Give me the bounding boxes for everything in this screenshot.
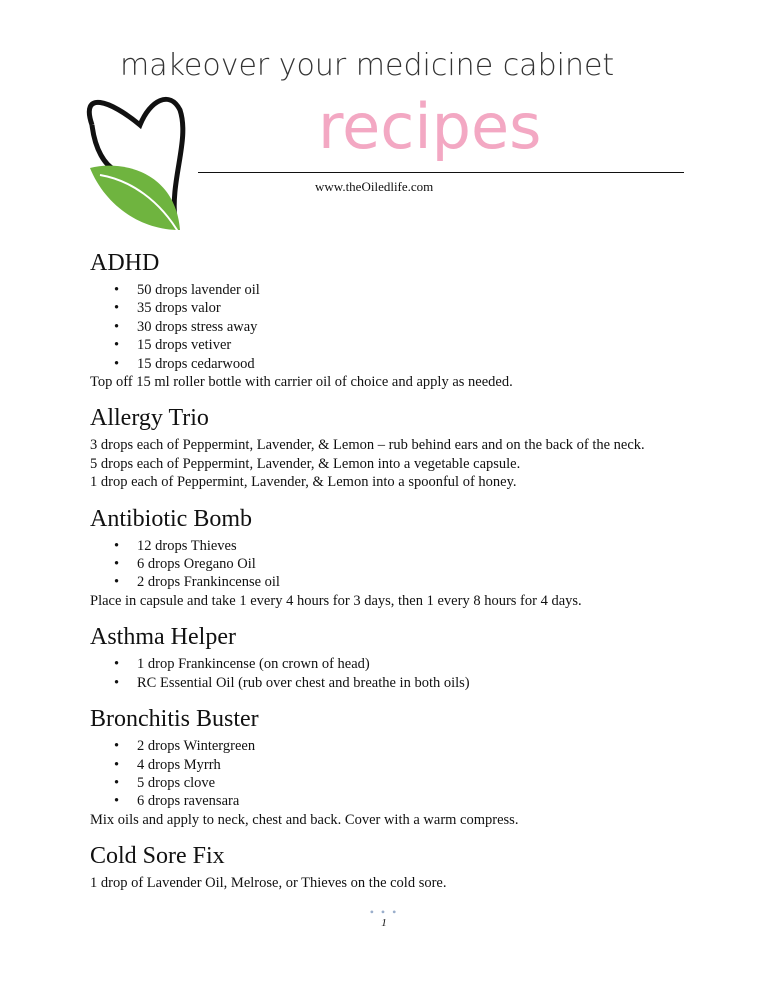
ingredient-item: • 5 drops clove bbox=[90, 774, 740, 792]
recipe-instruction: Top off 15 ml roller bottle with carrier oil of choice and apply as needed. bbox=[90, 374, 513, 391]
recipe-instruction: Place in capsule and take 1 every 4 hours for 3 days, then 1 every 8 hours for 4 days. bbox=[90, 592, 582, 609]
recipe-instruction: 3 drops each of Peppermint, Lavender, & Lemon – rub behind ears and on the back of the neck. bbox=[90, 437, 645, 454]
ingredient-list bbox=[90, 737, 740, 811]
recipe-instruction: Mix oils and apply to neck, chest and back. Cover with a warm compress. bbox=[90, 811, 519, 828]
ingredient-item: • 35 drops valor bbox=[90, 299, 740, 317]
ingredient-list bbox=[90, 655, 740, 692]
ingredient-item: • 50 drops lavender oil bbox=[90, 281, 740, 299]
recipe-title: Bronchitis Buster bbox=[90, 706, 259, 733]
ingredient-list bbox=[90, 537, 740, 592]
ingredient-item: • 6 drops ravensara bbox=[90, 792, 740, 810]
ingredient-item: • 15 drops vetiver bbox=[90, 336, 740, 354]
recipe-section bbox=[90, 704, 740, 829]
recipe-title: Asthma Helper bbox=[90, 624, 236, 651]
recipe-title: Allergy Trio bbox=[90, 405, 209, 432]
ingredient-item: • 15 drops cedarwood bbox=[90, 355, 740, 373]
recipe-section bbox=[90, 622, 740, 692]
website-url: www.theOiledlife.com bbox=[315, 179, 434, 194]
ingredient-item: • RC Essential Oil (rub over chest and breathe in both oils) bbox=[90, 674, 740, 692]
recipe-section bbox=[90, 248, 740, 391]
logo-subtitle: recipes bbox=[318, 90, 542, 163]
ingredient-item: • 4 drops Myrrh bbox=[90, 756, 740, 774]
page-footer bbox=[0, 905, 768, 929]
recipe-instruction: 1 drop each of Peppermint, Lavender, & Lemon into a spoonful of honey. bbox=[90, 474, 517, 491]
footer-dots: • • • bbox=[369, 905, 399, 919]
ingredient-item: • 2 drops Frankincense oil bbox=[90, 573, 740, 591]
logo-title: makeover your medicine cabinet bbox=[120, 48, 615, 83]
ingredient-item: • 2 drops Wintergreen bbox=[90, 737, 740, 755]
page-number: 1 bbox=[381, 917, 387, 929]
ingredient-item: • 6 drops Oregano Oil bbox=[90, 555, 740, 573]
recipe-title: Antibiotic Bomb bbox=[90, 505, 252, 532]
ingredient-item: • 1 drop Frankincense (on crown of head) bbox=[90, 655, 740, 673]
ingredient-list bbox=[90, 281, 740, 373]
recipe-title: Cold Sore Fix bbox=[90, 843, 225, 870]
recipes-content bbox=[90, 248, 740, 893]
recipe-title: ADHD bbox=[90, 250, 160, 276]
recipe-section bbox=[90, 504, 740, 611]
logo bbox=[80, 30, 700, 240]
recipe-section bbox=[90, 403, 740, 491]
recipe-section bbox=[90, 841, 740, 892]
ingredient-item: • 12 drops Thieves bbox=[90, 537, 740, 555]
recipe-instruction: 5 drops each of Peppermint, Lavender, & Lemon into a vegetable capsule. bbox=[90, 455, 521, 472]
header-rule bbox=[198, 172, 684, 173]
recipe-instruction: 1 drop of Lavender Oil, Melrose, or Thieves on the cold sore. bbox=[90, 875, 447, 892]
ingredient-item: • 30 drops stress away bbox=[90, 318, 740, 336]
